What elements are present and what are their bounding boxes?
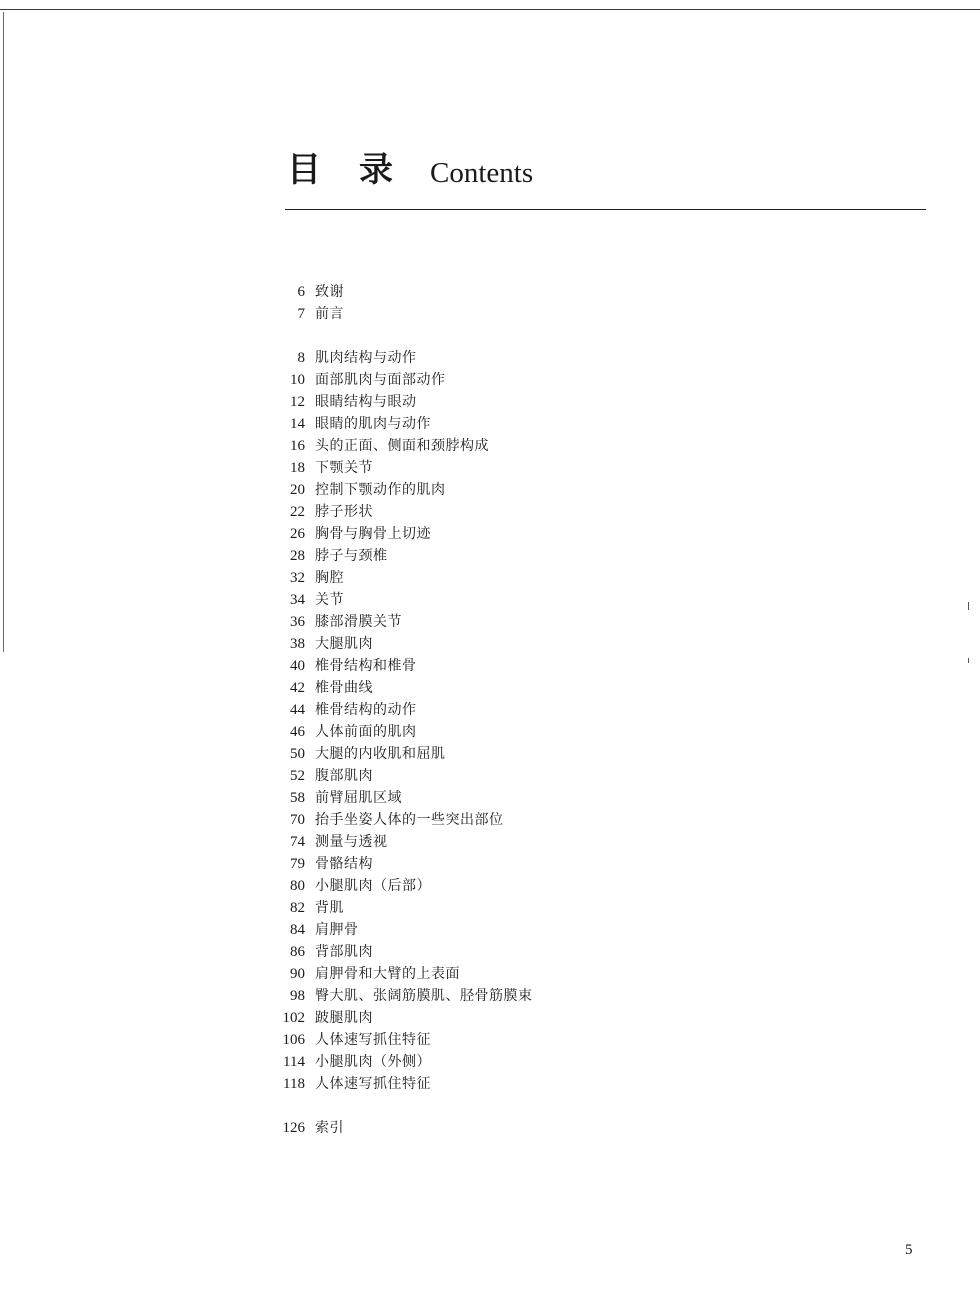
toc-entry[interactable] <box>255 545 675 567</box>
toc-entry-title: 肩胛骨和大臂的上表面 <box>315 966 460 982</box>
toc-entry-title: 背肌 <box>315 900 344 916</box>
toc-entry-page-number: 36 <box>290 614 305 630</box>
toc-entry[interactable] <box>255 523 675 545</box>
toc-entry-page-number: 40 <box>290 658 305 674</box>
toc-group <box>255 1117 675 1139</box>
toc-entry-title: 小腿肌肉（外侧） <box>315 1054 431 1070</box>
toc-entry-page-number: 106 <box>282 1032 305 1048</box>
toc-entry-title: 脖子与颈椎 <box>315 548 388 564</box>
toc-entry[interactable] <box>255 853 675 875</box>
toc-entry[interactable] <box>255 567 675 589</box>
toc-entry-page-number: 8 <box>297 350 305 366</box>
toc-entry-title: 胸骨与胸骨上切迹 <box>315 526 431 542</box>
toc-entry-page-number: 20 <box>290 482 305 498</box>
toc-entry-title: 椎骨结构的动作 <box>315 702 417 718</box>
toc-entry[interactable] <box>255 699 675 721</box>
toc-entry-title: 关节 <box>315 592 344 608</box>
toc-entry-page-number: 90 <box>290 966 305 982</box>
toc-group-spacer <box>255 1095 675 1117</box>
toc-entry[interactable] <box>255 1007 675 1029</box>
toc-entry-page-number: 79 <box>290 856 305 872</box>
page-number: 5 <box>905 1242 913 1258</box>
toc-entry-title: 小腿肌肉（后部） <box>315 878 431 894</box>
toc-entry-page-number: 74 <box>290 834 305 850</box>
toc-entry[interactable] <box>255 413 675 435</box>
toc-entry-page-number: 46 <box>290 724 305 740</box>
toc-entry-page-number: 16 <box>290 438 305 454</box>
toc-entry-title: 椎骨结构和椎骨 <box>315 658 417 674</box>
toc-entry[interactable] <box>255 919 675 941</box>
toc-entry-title: 头的正面、侧面和颈脖构成 <box>315 438 489 454</box>
toc-entry[interactable] <box>255 963 675 985</box>
toc-entry[interactable] <box>255 721 675 743</box>
toc-entry-title: 人体前面的肌肉 <box>315 724 417 740</box>
toc-entry[interactable] <box>255 479 675 501</box>
toc-entry-title: 索引 <box>315 1120 344 1136</box>
toc-entry-page-number: 118 <box>283 1076 305 1092</box>
scan-left-border <box>3 12 4 652</box>
toc-entry-title: 人体速写抓住特征 <box>315 1076 431 1092</box>
toc-entry[interactable] <box>255 303 675 325</box>
toc-entry-page-number: 126 <box>282 1120 305 1136</box>
scan-top-border <box>0 9 980 10</box>
toc-entry-title: 测量与透视 <box>315 834 388 850</box>
toc-entry[interactable] <box>255 1117 675 1139</box>
toc-entry[interactable] <box>255 589 675 611</box>
toc-entry-title: 椎骨曲线 <box>315 680 373 696</box>
toc-entry-page-number: 14 <box>290 416 305 432</box>
toc-entry[interactable] <box>255 655 675 677</box>
toc-entry[interactable] <box>255 897 675 919</box>
toc-entry[interactable] <box>255 985 675 1007</box>
toc-entry-title: 背部肌肉 <box>315 944 373 960</box>
toc-entry-title: 臀大肌、张阔筋膜肌、胫骨筋膜束 <box>315 988 533 1004</box>
scan-artifact-mark <box>968 602 969 610</box>
toc-group <box>255 347 675 1095</box>
toc-entry[interactable] <box>255 1029 675 1051</box>
toc-entry-page-number: 42 <box>290 680 305 696</box>
toc-entry-page-number: 70 <box>290 812 305 828</box>
toc-entry-title: 控制下颚动作的肌肉 <box>315 482 446 498</box>
table-of-contents <box>255 281 675 1139</box>
toc-entry-page-number: 50 <box>290 746 305 762</box>
toc-entry-title: 肩胛骨 <box>315 922 359 938</box>
toc-entry-title: 脖子形状 <box>315 504 373 520</box>
toc-entry[interactable] <box>255 435 675 457</box>
toc-entry-title: 人体速写抓住特征 <box>315 1032 431 1048</box>
toc-entry-title: 膝部滑膜关节 <box>315 614 402 630</box>
toc-group <box>255 281 675 325</box>
toc-entry[interactable] <box>255 501 675 523</box>
toc-entry[interactable] <box>255 391 675 413</box>
toc-entry[interactable] <box>255 633 675 655</box>
toc-entry[interactable] <box>255 765 675 787</box>
toc-entry-page-number: 26 <box>290 526 305 542</box>
toc-entry[interactable] <box>255 941 675 963</box>
toc-entry-title: 骨骼结构 <box>315 856 373 872</box>
toc-entry-page-number: 32 <box>290 570 305 586</box>
toc-entry[interactable] <box>255 347 675 369</box>
toc-entry-title: 腹部肌肉 <box>315 768 373 784</box>
toc-entry-page-number: 22 <box>290 504 305 520</box>
toc-entry-title: 致谢 <box>315 284 344 300</box>
toc-entry-title: 大腿肌肉 <box>315 636 373 652</box>
toc-entry-title: 下颚关节 <box>315 460 373 476</box>
toc-entry-page-number: 52 <box>290 768 305 784</box>
toc-entry-page-number: 102 <box>282 1010 305 1026</box>
toc-entry-page-number: 98 <box>290 988 305 1004</box>
toc-entry-title: 眼睛的肌肉与动作 <box>315 416 431 432</box>
toc-entry-page-number: 6 <box>297 284 305 300</box>
toc-entry[interactable] <box>255 611 675 633</box>
toc-entry-page-number: 114 <box>283 1054 305 1070</box>
toc-entry[interactable] <box>255 369 675 391</box>
toc-entry-title: 面部肌肉与面部动作 <box>315 372 446 388</box>
toc-entry-title: 抬手坐姿人体的一些突出部位 <box>315 812 504 828</box>
toc-entry[interactable] <box>255 809 675 831</box>
toc-entry[interactable] <box>255 1073 675 1095</box>
toc-entry-page-number: 82 <box>290 900 305 916</box>
toc-entry[interactable] <box>255 831 675 853</box>
toc-entry[interactable] <box>255 743 675 765</box>
toc-entry-page-number: 86 <box>290 944 305 960</box>
title-english: Contents <box>430 157 534 189</box>
toc-entry-page-number: 12 <box>290 394 305 410</box>
toc-entry-page-number: 84 <box>290 922 305 938</box>
toc-entry-page-number: 44 <box>290 702 305 718</box>
toc-entry-page-number: 58 <box>290 790 305 806</box>
toc-entry-title: 前臂屈肌区域 <box>315 790 402 806</box>
scan-artifact-mark <box>968 658 969 663</box>
toc-entry[interactable] <box>255 677 675 699</box>
toc-entry-title: 眼睛结构与眼动 <box>315 394 417 410</box>
toc-entry-title: 大腿的内收肌和屈肌 <box>315 746 446 762</box>
toc-entry-page-number: 7 <box>297 306 305 322</box>
toc-entry-page-number: 34 <box>290 592 305 608</box>
title-divider <box>285 209 926 210</box>
toc-entry[interactable] <box>255 787 675 809</box>
toc-group-spacer <box>255 325 675 347</box>
toc-entry-page-number: 80 <box>290 878 305 894</box>
toc-entry-page-number: 38 <box>290 636 305 652</box>
toc-entry-page-number: 28 <box>290 548 305 564</box>
toc-entry-title: 跛腿肌肉 <box>315 1010 373 1026</box>
toc-entry-title: 前言 <box>315 306 344 322</box>
toc-entry-page-number: 10 <box>290 372 305 388</box>
title-chinese: 目录 <box>287 150 431 190</box>
toc-entry-page-number: 18 <box>290 460 305 476</box>
toc-entry-title: 胸腔 <box>315 570 344 586</box>
toc-entry[interactable] <box>255 457 675 479</box>
toc-entry[interactable] <box>255 281 675 303</box>
toc-entry[interactable] <box>255 875 675 897</box>
toc-entry-title: 肌肉结构与动作 <box>315 350 417 366</box>
toc-entry[interactable] <box>255 1051 675 1073</box>
